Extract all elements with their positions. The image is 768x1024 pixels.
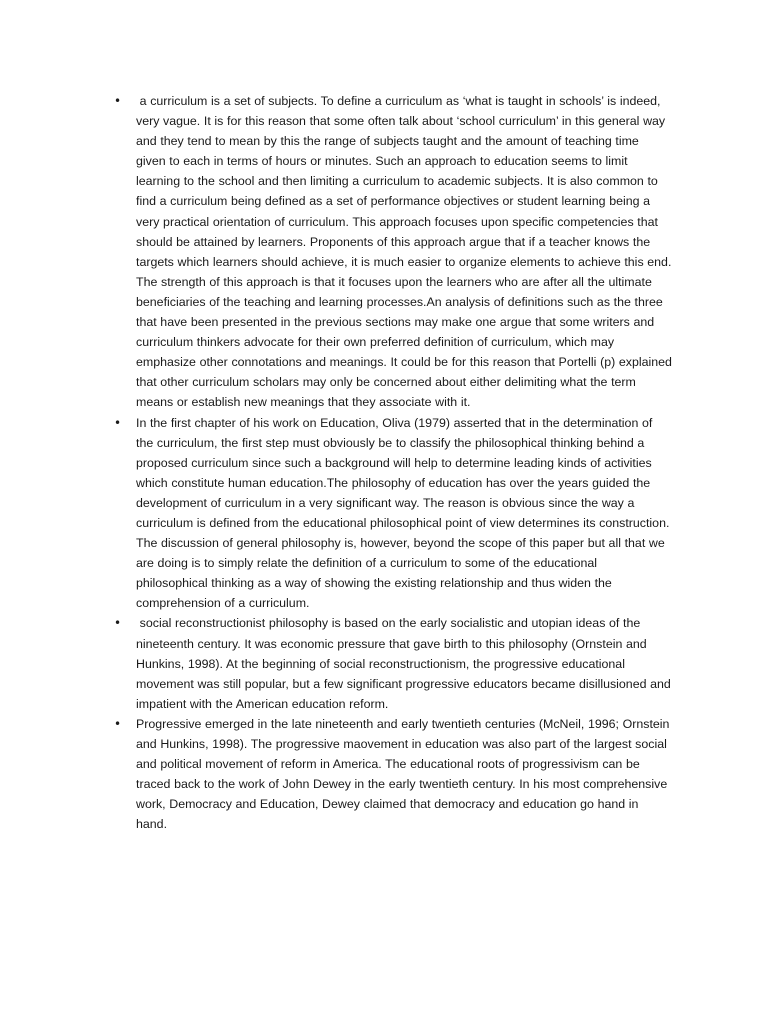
paragraph-text: In the first chapter of his work on Education, Oliva (1979) asserted that in the determination of the curriculum, the first step must obviously be to classify the philosophical thinking behind a proposed curriculum since such a background will help to determine leading kinds of activities which constitute human education.The philosophy of education has over the years guided the development of curriculum in a very significant way. The reason is obvious since the way a curriculum is defined from the educational philosophical point of view determines its construction. The discussion of general philosophy is, however, beyond the scope of this paper but all that we are doing is to simply relate the definition of a curriculum to some of the educational philosophical thinking as a way of showing the existing relationship and thus widen the comprehension of a curriculum. bbox=[136, 415, 673, 611]
paragraph-text: Progressive emerged in the late nineteenth and early twentieth centuries (McNeil, 1996; Ornstein and Hunkins, 1998). The progressive maovement in education was also part of the largest social and political movement of reform in America. The educational roots of progressivism can be traced back to the work of John Dewey in the early twentieth century. In his most comprehensive work, Democracy and Education, Dewey claimed that democracy and education go hand in hand. bbox=[136, 716, 674, 832]
paragraph-text: social reconstructionist philosophy is based on the early socialistic and utopian ideas of the nineteenth century. It was economic pressure that gave birth to this philosophy (Ornstein and Hunkins, 1998). At the beginning of social reconstructionism, the progressive educational movement was still popular, but a few significant progressive educators became disillusioned and impatient with the American education reform. bbox=[136, 616, 675, 711]
bullet-icon: • bbox=[114, 415, 122, 430]
list-item bbox=[112, 613, 675, 713]
bullet-icon: • bbox=[114, 94, 122, 108]
list-item bbox=[112, 413, 672, 614]
list-item bbox=[112, 91, 676, 413]
bullet-list bbox=[112, 91, 676, 834]
list-item bbox=[112, 714, 672, 835]
bullet-icon: • bbox=[114, 616, 122, 631]
paragraph-text: a curriculum is a set of subjects. To define a curriculum as ‘what is taught in schools’ is indeed, very vague. It is for this reason that some often talk about ‘school curriculum’ in this general way and they tend to mean by this the range of subjects taught and the amount of teaching time given to each in terms of hours or minutes. Such an approach to education seems to limit learning to the school and then limiting a curriculum to academic subjects. It is also common to find a curriculum being defined as a set of performance objectives or student learning being a very practical orientation of curriculum. This approach focuses upon specific competencies that should be attained by learners. Proponents of this approach argue that if a teacher knows the targets which learners should achieve, it is much easier to organize elements to achieve this end. The strength of this approach is that it focuses upon the learners who are after all the ultimate beneficiaries of the teaching and learning processes.An analysis of definitions such as the three that have been presented in the previous sections may make one argue that some writers and curriculum thinkers advocate for their own preferred definition of curriculum, which may emphasize other connotations and meanings. It could be for this reason that Portelli (p) explained that other curriculum scholars may only be concerned about either delimiting what the term means or establish new meanings that they associate with it. bbox=[136, 94, 676, 410]
bullet-icon: • bbox=[114, 716, 122, 731]
